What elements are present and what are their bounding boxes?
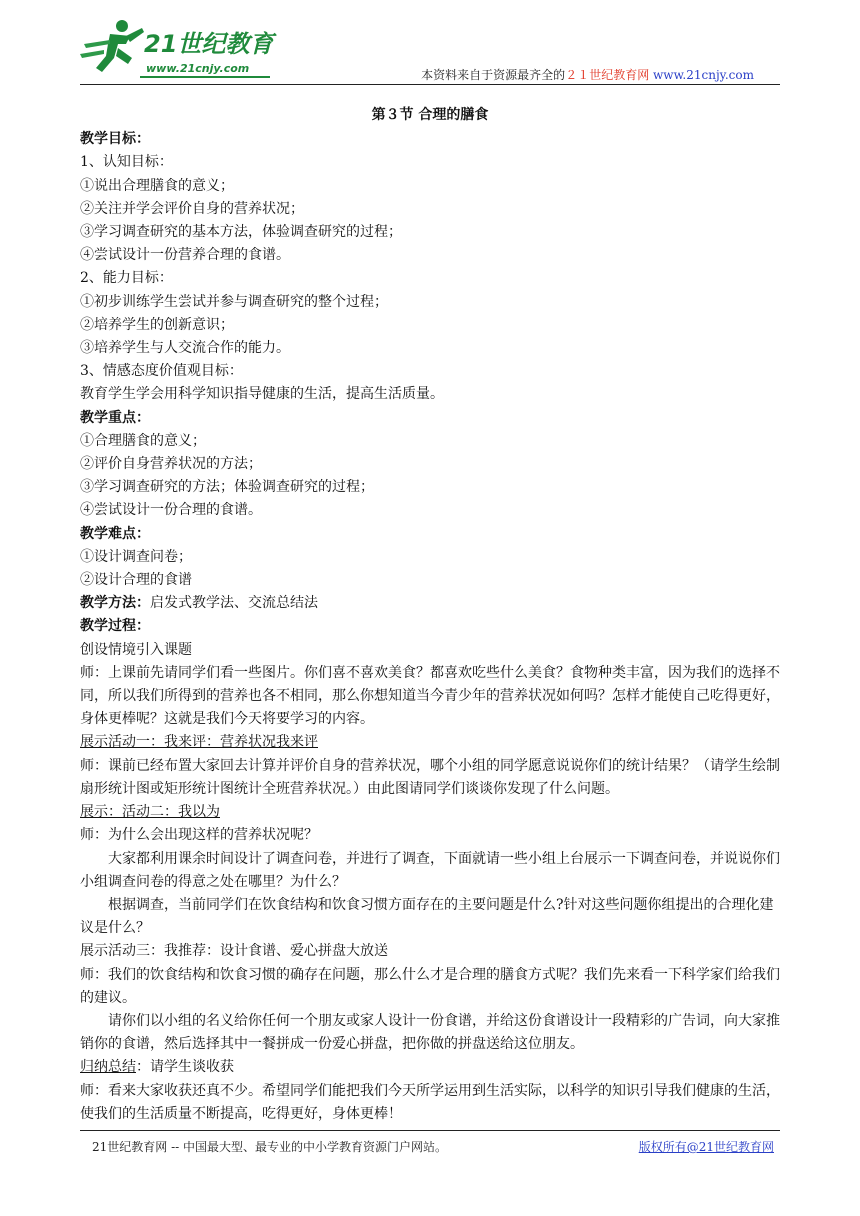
process-paragraph: 创设情境引入课题	[80, 641, 192, 658]
objective-line: 2、能力目标：	[80, 270, 173, 287]
objective-line: ②培养学生的创新意识；	[80, 316, 234, 333]
summary-line	[80, 1056, 780, 1079]
process-paragraph: 师：上课前先请同学们看一些图片。你们喜不喜欢美食？都喜欢吃些什么美食？食物种类丰富，因为我们的选择不同，所以我们所得到的营养也各不相同，那么你想知道当今青少年的营养状况如何吗？怎样才能使自己吃得更好，身体更棒呢？这就是我们今天将要学习的内容。	[80, 664, 780, 728]
objective-line: ①初步训练学生尝试并参与调查研究的整个过程；	[80, 293, 388, 310]
process-paragraph: 根据调查，当前同学们在饮食结构和饮食习惯方面存在的主要问题是什么?针对这些问题你组提出的合理化建议是什么？	[80, 896, 774, 937]
logo-url-text: www.21cnjy.com	[146, 62, 250, 75]
objective-line: 教育学生学会用科学知识指导健康的生活，提高生活质量。	[80, 386, 444, 403]
objective-line: ③培养学生与人交流合作的能力。	[80, 340, 290, 357]
process-paragraph: 师：为什么会出现这样的营养状况呢？	[80, 827, 318, 844]
process-paragraph: 展示：活动二：我以为	[80, 804, 220, 821]
objective-line: ③学习调查研究的基本方法，体验调查研究的过程；	[80, 224, 402, 241]
footer-divider	[80, 1130, 780, 1131]
process-paragraph: 请你们以小组的名义给你任何一个朋友或家人设计一份食谱，并给这份食谱设计一段精彩的广告词，向大家推销你的食谱，然后选择其中一餐拼成一份爱心拼盘，把你做的拼盘送给这位朋友。	[80, 1012, 780, 1053]
objective-line: 1、认知目标：	[80, 154, 173, 171]
header-url-link[interactable]: www.21cnjy.com	[653, 68, 754, 82]
header-divider	[80, 84, 780, 85]
process-paragraph: 师：课前已经布置大家回去计算并评价自身的营养状况，哪个小组的同学愿意说说你们的统计结果？（请学生绘制扇形统计图或矩形统计图统计全班营养状况。）由此图请同学们谈谈你发现了什么问题。	[80, 757, 780, 797]
document-body	[80, 104, 780, 1126]
method-label: 教学方法：	[80, 595, 150, 612]
header-brand: ２１世纪教育网	[565, 68, 650, 82]
objective-line: 3、情感态度价值观目标：	[80, 363, 243, 380]
summary-text: ：请学生谈收获	[136, 1059, 234, 1076]
process-paragraph: 展示活动三：我推荐：设计食谱、爱心拼盘大放送	[80, 943, 388, 960]
process-section	[80, 639, 780, 1057]
method-line	[80, 592, 780, 615]
method-text: 启发式教学法、交流总结法	[150, 595, 318, 612]
objective-line: ②设计合理的食谱	[80, 572, 192, 589]
footer-copyright-link[interactable]: 版权所有@21世纪教育网	[638, 1140, 774, 1154]
process-paragraph: 大家都利用课余时间设计了调查问卷，并进行了调查，下面就请一些小组上台展示一下调查问卷，并说说你们小组调查问卷的得意之处在哪里？为什么？	[80, 850, 780, 890]
objective-line: ①合理膳食的意义；	[80, 432, 206, 449]
runner-icon	[80, 20, 144, 72]
objective-line: ②关注并学会评价自身的营养状况；	[80, 200, 304, 217]
objective-line: 教学目标：	[80, 131, 150, 148]
lesson-title: 第３节 合理的膳食	[371, 107, 489, 123]
objective-line: ③学习调查研究的方法；体验调查研究的过程；	[80, 479, 374, 496]
process-label: 教学过程：	[80, 618, 150, 635]
header-note	[421, 66, 754, 83]
objective-line: 教学重点：	[80, 409, 150, 426]
logo-main-text: 21世纪教育	[144, 30, 274, 58]
process-paragraph: 展示活动一：我来评：营养状况我来评	[80, 734, 318, 751]
objective-line: ①说出合理膳食的意义；	[80, 177, 234, 194]
footer-tagline: 21世纪教育网 -- 中国最大型、最专业的中小学教育资源门户网站。	[92, 1140, 448, 1154]
objective-line: 教学难点：	[80, 525, 150, 542]
objective-line: ①设计调查问卷；	[80, 548, 192, 565]
objective-line: ②评价自身营养状况的方法；	[80, 456, 262, 473]
process-paragraph: 师：我们的饮食结构和饮食习惯的确存在问题，那么什么才是合理的膳食方式呢？我们先来看一下科学家们给我们的建议。	[80, 966, 780, 1006]
page-header	[0, 0, 860, 90]
summary-label: 归纳总结	[80, 1059, 136, 1076]
objectives-section	[80, 128, 780, 592]
site-logo	[80, 14, 290, 84]
objective-line: ④尝试设计一份营养合理的食谱。	[80, 247, 290, 264]
header-note-prefix: 本资料来自于资源最齐全的	[421, 68, 566, 82]
closing-paragraph: 师：看来大家收获还真不少。希望同学们能把我们今天所学运用到生活实际，以科学的知识引导我们健康的生活，使我们的生活质量不断提高，吃得更好，身体更棒！	[80, 1082, 780, 1122]
objective-line: ④尝试设计一份合理的食谱。	[80, 502, 262, 519]
